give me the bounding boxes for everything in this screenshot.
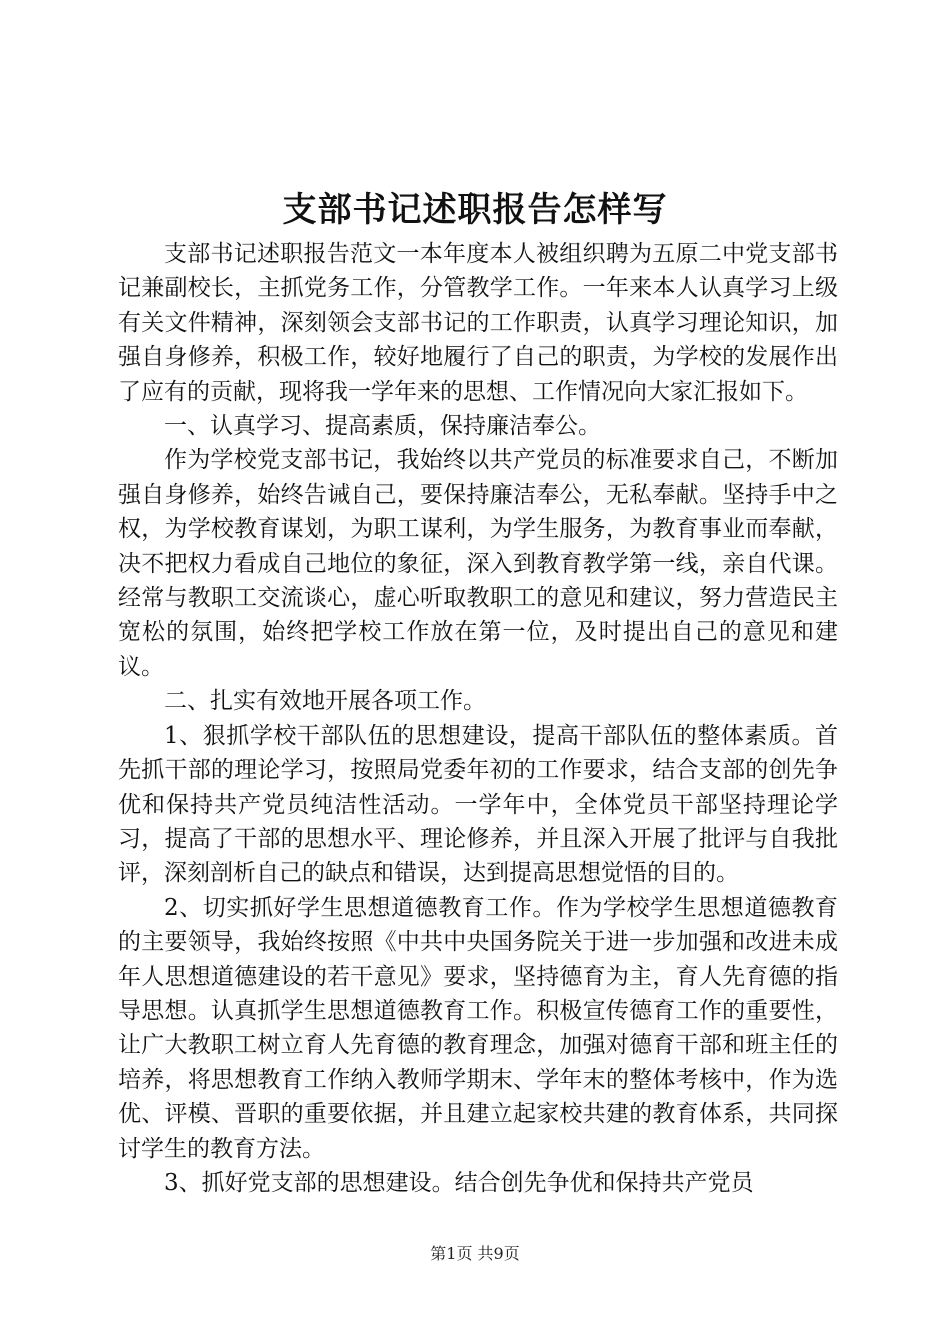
page-number-footer: 第1页 共9页: [430, 1244, 520, 1263]
paragraph-intro: 支部书记述职报告范文一本年度本人被组织聘为五原二中党支部书记兼副校长，主抓党务工作，分管教学工作。一年来本人认真学习上级有关文件精神，深刻领会支部书记的工作职责，认真学习理论知识，加强自身修养，积极工作，较好地履行了自己的职责，为学校的发展作出了应有的贡献，现将我一学年来的思想、工作情况向大家汇报如下。: [118, 241, 838, 405]
paragraph-item-3: 3、抓好党支部的思想建设。结合创先争优和保持共产党员: [164, 1169, 754, 1196]
document-title: 支部书记述职报告怎样写: [282, 190, 668, 230]
section-heading-1: 一、认真学习、提高素质，保持廉洁奉公。: [164, 413, 601, 440]
paragraph-section-1: 作为学校党支部书记，我始终以共产党员的标准要求自己，不断加强自身修养，始终告诫自己，要保持廉洁奉公，无私奉献。坚持手中之权，为学校教育谋划，为职工谋利，为学生服务，为教育事业而奉献，决不把权力看成自己地位的象征，深入到教育教学第一线，亲自代课。经常与教职工交流谈心，虚心听取教职工的意见和建议，努力营造民主宽松的氛围，始终把学校工作放在第一位，及时提出自己的意见和建议。: [118, 447, 838, 680]
document-body: [118, 237, 838, 1200]
paragraph-item-1: 1、狠抓学校干部队伍的思想建设，提高干部队伍的整体素质。首先抓干部的理论学习，按照局党委年初的工作要求，结合支部的创先争优和保持共产党员纯洁性活动。一学年中，全体党员干部坚持理论学习，提高了干部的思想水平、理论修养，并且深入开展了批评与自我批评，深刻剖析自己的缺点和错误，达到提高思想觉悟的目的。: [118, 722, 838, 887]
paragraph-item-2: 2、切实抓好学生思想道德教育工作。作为学校学生思想道德教育的主要领导，我始终按照《中共中央国务院关于进一步加强和改进未成年人思想道德建设的若干意见》要求，坚持德育为主，育人先育德的指导思想。认真抓学生思想道德教育工作。积极宣传德育工作的重要性，让广大教职工树立育人先育德的教育理念，加强对德育干部和班主任的培养，将思想教育工作纳入教师学期末、学年末的整体考核中，作为选优、评模、晋职的重要依据，并且建立起家校共建的教育体系，共同探讨学生的教育方法。: [118, 894, 838, 1162]
section-heading-2: 二、扎实有效地开展各项工作。: [164, 688, 486, 715]
